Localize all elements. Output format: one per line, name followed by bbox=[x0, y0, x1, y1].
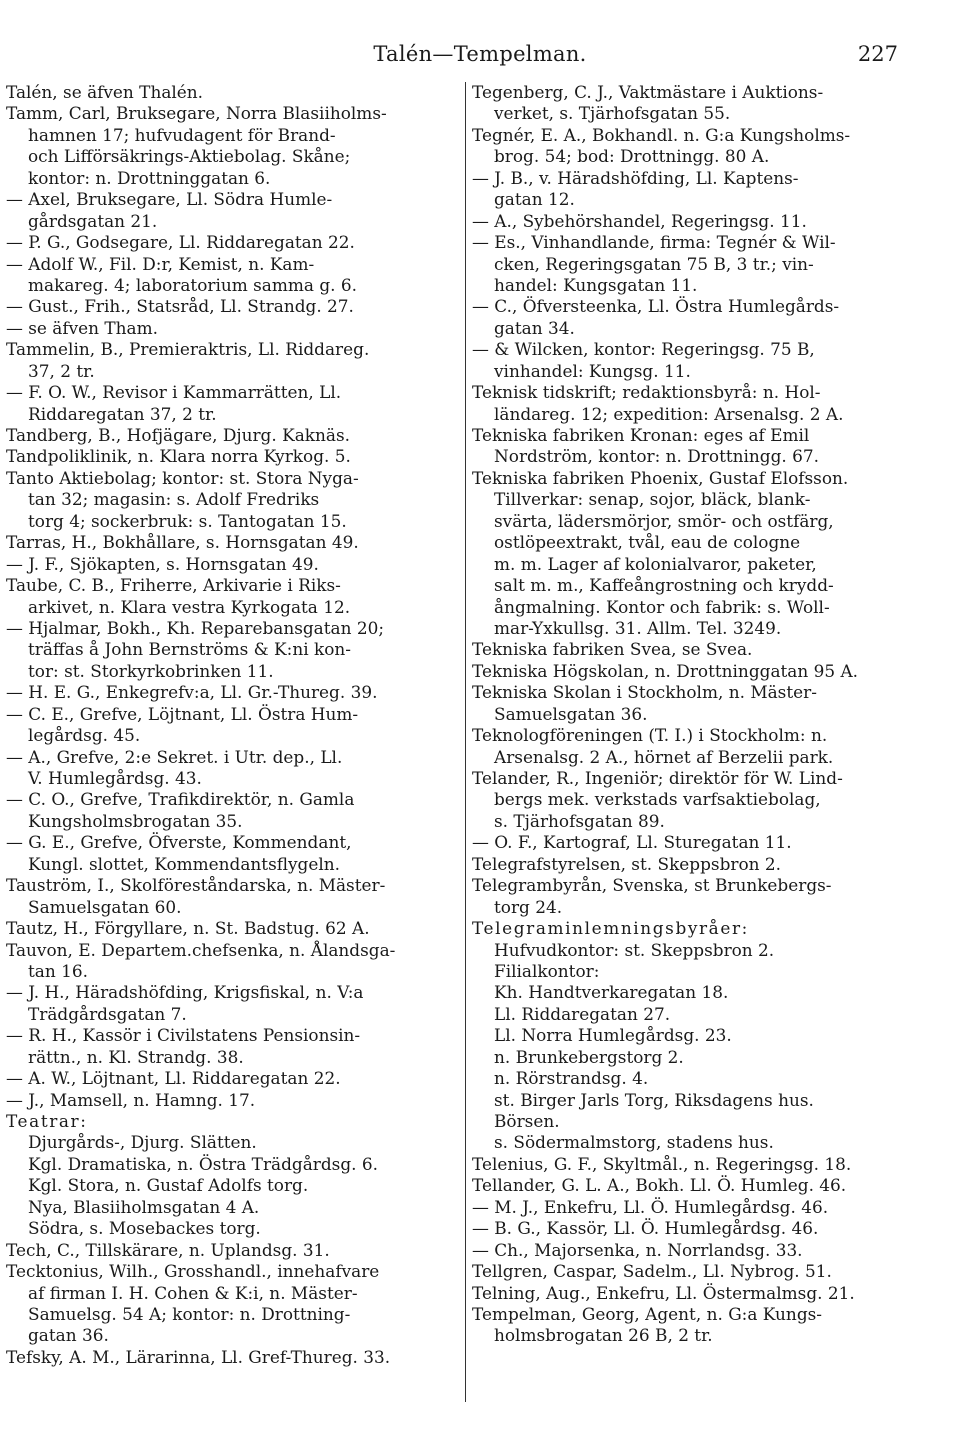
directory-line: m. m. Lager af kolonialvaror, paketer, bbox=[494, 553, 817, 574]
column-divider bbox=[465, 82, 466, 1402]
directory-line: Tekniska fabriken Svea, se Svea. bbox=[472, 639, 753, 660]
directory-line: Tekniska fabriken Kronan: eges af Emil bbox=[472, 425, 810, 445]
directory-line: — O. F., Kartograf, Ll. Sturegatan 11. bbox=[472, 832, 792, 853]
directory-line: Telegrafstyrelsen, st. Skeppsbron 2. bbox=[472, 853, 782, 874]
directory-line: Tandpoliklinik, n. Klara norra Kyrkog. 5. bbox=[6, 446, 351, 467]
directory-line: — G. E., Grefve, Öfverste, Kommendant, bbox=[6, 832, 352, 853]
directory-line: Tegenberg, C. J., Vaktmästare i Auktions- bbox=[472, 82, 824, 102]
directory-line: Kungsholmsbrogatan 35. bbox=[28, 810, 243, 831]
directory-line: Tech, C., Tillskärare, n. Uplandsg. 31. bbox=[6, 1239, 330, 1260]
directory-line: Börsen. bbox=[494, 1111, 560, 1131]
directory-line: Samuelsgatan 60. bbox=[28, 896, 182, 917]
directory-line: Södra, s. Mosebackes torg. bbox=[28, 1218, 261, 1239]
directory-line: tan 32; magasin: s. Adolf Fredriks bbox=[28, 489, 320, 510]
directory-line: — C. O., Grefve, Trafikdirektör, n. Gamla bbox=[6, 789, 355, 810]
directory-line: handel: Kungsgatan 11. bbox=[494, 274, 698, 295]
directory-line: Tamm, Carl, Bruksegare, Norra Blasiiholms- bbox=[6, 103, 387, 124]
directory-line: 37, 2 tr. bbox=[28, 360, 95, 381]
directory-line: gatan 12. bbox=[494, 189, 575, 210]
directory-line: Arsenalsg. 2 A., hörnet af Berzelii park. bbox=[494, 746, 834, 767]
directory-line: Tauvon, E. Departem.chefsenka, n. Ålandsga- bbox=[6, 939, 396, 960]
directory-line: n. Brunkebergstorg 2. bbox=[494, 1046, 684, 1067]
directory-line: Tempelman, Georg, Agent, n. G:a Kungs- bbox=[472, 1303, 823, 1324]
directory-line: bergs mek. verkstads varfsaktiebolag, bbox=[494, 789, 821, 810]
directory-line: Riddaregatan 37, 2 tr. bbox=[28, 403, 217, 424]
directory-line: Tecktonius, Wilh., Grosshandl., innehafvare bbox=[6, 1261, 380, 1282]
directory-line: s. Tjärhofsgatan 89. bbox=[494, 810, 665, 831]
directory-line: Tegnér, E. A., Bokhandl. n. G:a Kungsholms- bbox=[472, 124, 851, 145]
directory-line: Nordström, kontor: n. Drottningg. 67. bbox=[494, 446, 820, 467]
directory-line: träffas å John Bernströms & K:ni kon- bbox=[28, 639, 352, 660]
directory-line: Ll. Riddaregatan 27. bbox=[494, 1003, 671, 1024]
directory-line: — C. E., Grefve, Löjtnant, Ll. Östra Hum- bbox=[6, 703, 359, 724]
directory-line: Talén, se äfven Thalén. bbox=[6, 82, 204, 102]
directory-line: Samuelsg. 54 A; kontor: n. Drottning- bbox=[28, 1303, 351, 1324]
directory-line: V. Humlegårdsg. 43. bbox=[28, 768, 202, 788]
directory-line: Kungl. slottet, Kommendantsflygeln. bbox=[28, 853, 341, 874]
directory-line: rättn., n. Kl. Strandg. 38. bbox=[28, 1046, 244, 1067]
directory-line: Filialkontor: bbox=[494, 960, 600, 981]
directory-line: Samuelsgatan 36. bbox=[494, 703, 648, 724]
directory-line: Ll. Norra Humlegårdsg. 23. bbox=[494, 1025, 732, 1046]
directory-line: Tellander, G. L. A., Bokh. Ll. Ö. Humleg. 46. bbox=[472, 1175, 847, 1196]
directory-line: s. Södermalmstorg, stadens hus. bbox=[494, 1132, 774, 1153]
directory-line: — Ch., Majorsenka, n. Norrlandsg. 33. bbox=[472, 1239, 803, 1260]
directory-line: Tarras, H., Bokhållare, s. Hornsgatan 49. bbox=[6, 532, 359, 553]
directory-line: — J. F., Sjökapten, s. Hornsgatan 49. bbox=[6, 553, 319, 574]
directory-line: Tauström, I., Skolföreståndarska, n. Mäster- bbox=[6, 875, 386, 896]
directory-line: Hufvudkontor: st. Skeppsbron 2. bbox=[494, 939, 775, 960]
directory-line: tan 16. bbox=[28, 960, 88, 981]
directory-line: — J. H., Häradshöfding, Krigsfiskal, n. V:a bbox=[6, 982, 364, 1003]
directory-line: vinhandel: Kungsg. 11. bbox=[494, 360, 691, 381]
directory-line: Tillverkar: senap, sojor, bläck, blank- bbox=[494, 489, 811, 510]
directory-line: Tautz, H., Förgyllare, n. St. Badstug. 62 A. bbox=[6, 918, 370, 939]
directory-line: — Adolf W., Fil. D:r, Kemist, n. Kam- bbox=[6, 253, 315, 274]
directory-line: makareg. 4; laboratorium samma g. 6. bbox=[28, 274, 357, 295]
directory-line: ländareg. 12; expedition: Arsenalsg. 2 A. bbox=[494, 403, 844, 424]
right-column bbox=[472, 82, 942, 1347]
directory-line: — se äfven Tham. bbox=[6, 317, 158, 338]
directory-line: Kgl. Dramatiska, n. Östra Trädgårdsg. 6. bbox=[28, 1153, 379, 1174]
directory-line: ångmalning. Kontor och fabrik: s. Woll- bbox=[494, 596, 830, 617]
page-header bbox=[0, 42, 960, 72]
directory-line: Djurgårds-, Djurg. Slätten. bbox=[28, 1132, 257, 1153]
left-column bbox=[6, 82, 464, 1368]
directory-line: tor: st. Storkyrkobrinken 11. bbox=[28, 660, 274, 681]
directory-line: Telegrambyrån, Svenska, st Brunkebergs- bbox=[472, 875, 832, 896]
directory-line: — F. O. W., Revisor i Kammarrätten, Ll. bbox=[6, 382, 342, 403]
directory-line: arkivet, n. Klara vestra Kyrkogata 12. bbox=[28, 596, 351, 617]
directory-line: n. Rörstrandsg. 4. bbox=[494, 1068, 649, 1089]
directory-line: — Hjalmar, Bokh., Kh. Reparebansgatan 20; bbox=[6, 617, 385, 638]
directory-line: — H. E. G., Enkegrefv:a, Ll. Gr.-Thureg. 39. bbox=[6, 682, 378, 703]
directory-line: — & Wilcken, kontor: Regeringsg. 75 B, bbox=[472, 339, 815, 360]
directory-line: torg 4; sockerbruk: s. Tantogatan 15. bbox=[28, 510, 347, 531]
directory-line: Tefsky, A. M., Lärarinna, Ll. Gref-Thureg. 33. bbox=[6, 1346, 391, 1367]
directory-line: legårdsg. 45. bbox=[28, 725, 141, 746]
directory-line: holmsbrogatan 26 B, 2 tr. bbox=[494, 1325, 713, 1346]
directory-line: hamnen 17; hufvudagent för Brand- bbox=[28, 124, 336, 145]
directory-line: kontor: n. Drottninggatan 6. bbox=[28, 167, 271, 188]
directory-line: — Es., Vinhandlande, firma: Tegnér & Wil- bbox=[472, 232, 836, 253]
directory-line: — M. J., Enkefru, Ll. Ö. Humlegårdsg. 46. bbox=[472, 1196, 829, 1217]
directory-line: cken, Regeringsgatan 75 B, 3 tr.; vin- bbox=[494, 253, 814, 274]
directory-line: Tandberg, B., Hofjägare, Djurg. Kaknäs. bbox=[6, 425, 351, 445]
directory-line: Teknologföreningen (T. I.) i Stockholm: n. bbox=[472, 725, 828, 746]
directory-line: — J., Mamsell, n. Hamng. 17. bbox=[6, 1089, 256, 1110]
directory-line: gatan 36. bbox=[28, 1325, 109, 1346]
directory-line: Tekniska fabriken Phoenix, Gustaf Elofsson. bbox=[472, 467, 849, 488]
directory-line: mar-Yxkullsg. 31. Allm. Tel. 3249. bbox=[494, 617, 782, 638]
directory-line: Trädgårdsgatan 7. bbox=[28, 1003, 187, 1024]
directory-line: — R. H., Kassör i Civilstatens Pensionsin- bbox=[6, 1025, 361, 1046]
directory-line: — Gust., Frih., Statsråd, Ll. Strandg. 27. bbox=[6, 296, 354, 317]
directory-line: — B. G., Kassör, Ll. Ö. Humlegårdsg. 46. bbox=[472, 1218, 819, 1239]
directory-line: Tekniska Högskolan, n. Drottninggatan 95 A. bbox=[472, 660, 859, 681]
directory-line: ostlöpeextrakt, tvål, eau de cologne bbox=[494, 532, 801, 553]
directory-line: — P. G., Godsegare, Ll. Riddaregatan 22. bbox=[6, 232, 355, 253]
directory-line: Kh. Handtverkaregatan 18. bbox=[494, 982, 729, 1003]
directory-line: Tekniska Skolan i Stockholm, n. Mäster- bbox=[472, 682, 817, 703]
directory-line: Tanto Aktiebolag; kontor: st. Stora Nyga- bbox=[6, 467, 359, 488]
directory-line: — A., Grefve, 2:e Sekret. i Utr. dep., Ll. bbox=[6, 746, 343, 767]
directory-line: Nya, Blasiiholmsgatan 4 A. bbox=[28, 1196, 260, 1217]
directory-line: salt m. m., Kaffeångrostning och krydd- bbox=[494, 575, 834, 596]
directory-line: svärta, lädersmörjor, smör- och ostfärg, bbox=[494, 510, 834, 531]
directory-line: gårdsgatan 21. bbox=[28, 210, 158, 231]
directory-line: verket, s. Tjärhofsgatan 55. bbox=[494, 103, 731, 124]
directory-line: och Lifförsäkrings-Aktiebolag. Skåne; bbox=[28, 146, 351, 167]
directory-line: — Axel, Bruksegare, Ll. Södra Humle- bbox=[6, 189, 333, 210]
directory-line: Kgl. Stora, n. Gustaf Adolfs torg. bbox=[28, 1175, 309, 1196]
directory-line: Teknisk tidskrift; redaktionsbyrå: n. Hol- bbox=[472, 382, 821, 403]
directory-line: Taube, C. B., Friherre, Arkivarie i Riks- bbox=[6, 575, 341, 596]
directory-line: Telenius, G. F., Skyltmål., n. Regeringsg. 18. bbox=[472, 1153, 852, 1174]
directory-line: torg 24. bbox=[494, 896, 563, 917]
directory-line: — A. W., Löjtnant, Ll. Riddaregatan 22. bbox=[6, 1068, 341, 1089]
directory-line: st. Birger Jarls Torg, Riksdagens hus. bbox=[494, 1089, 814, 1110]
directory-line: Tellgren, Caspar, Sadelm., Ll. Nybrog. 51. bbox=[472, 1261, 832, 1282]
page-number: 227 bbox=[857, 42, 898, 66]
directory-line: Tammelin, B., Premieraktris, Ll. Riddareg. bbox=[6, 339, 370, 360]
directory-line: — J. B., v. Häradshöfding, Ll. Kaptens- bbox=[472, 167, 799, 188]
directory-line: Telander, R., Ingeniör; direktör för W. Lind- bbox=[472, 768, 843, 788]
directory-line: Teatrar: bbox=[6, 1111, 88, 1131]
directory-line: Telegraminlemningsbyråer: bbox=[472, 918, 749, 939]
directory-line: — A., Sybehörshandel, Regeringsg. 11. bbox=[472, 210, 807, 231]
directory-line: gatan 34. bbox=[494, 317, 575, 338]
directory-line: af firman I. H. Cohen & K:i, n. Mäster- bbox=[28, 1282, 358, 1303]
directory-line: brog. 54; bod: Drottningg. 80 A. bbox=[494, 146, 770, 167]
directory-line: Telning, Aug., Enkefru, Ll. Östermalmsg. 21. bbox=[472, 1282, 855, 1303]
directory-line: — C., Öfversteenka, Ll. Östra Humlegårds- bbox=[472, 296, 840, 317]
running-title: Talén—Tempelman. bbox=[373, 42, 587, 66]
